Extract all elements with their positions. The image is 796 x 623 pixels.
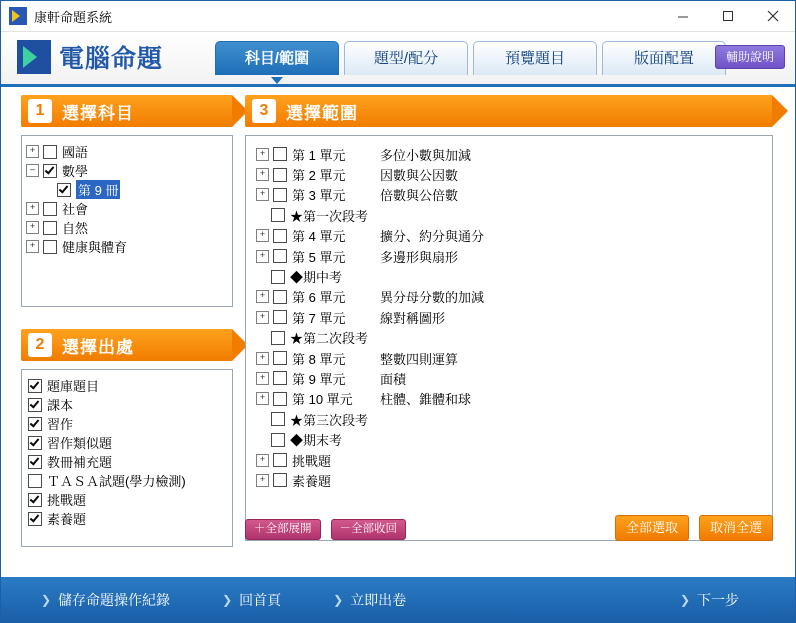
range-item-desc: 多位小數與加減 [380, 147, 472, 163]
range-item-name: ★第三次段考 [290, 412, 369, 428]
range-item-name: 第 2 單元 [292, 168, 346, 184]
maximize-icon[interactable] [705, 1, 750, 31]
range-item-name: ◆期中考 [290, 270, 343, 286]
tree-item-label: 自然 [62, 221, 89, 236]
checkbox[interactable] [273, 168, 287, 182]
checkbox[interactable] [28, 379, 42, 393]
tree-item-label: 第 9 冊 [76, 180, 120, 199]
range-item[interactable] [256, 409, 766, 429]
footer-bar [1, 577, 795, 622]
range-tree[interactable] [245, 135, 773, 541]
range-item[interactable] [256, 450, 766, 470]
range-item-name: 第 5 單元 [292, 249, 346, 265]
expander-icon[interactable]: + [26, 202, 39, 215]
range-item-name: 第 3 單元 [292, 188, 346, 204]
source-item-label: 教冊補充題 [47, 455, 113, 470]
main-body [1, 87, 795, 579]
expander-icon[interactable]: + [256, 352, 269, 365]
home-label: 回首頁 [239, 591, 282, 608]
chevron-right-icon: ❯ [333, 592, 344, 607]
source-panel-header [21, 329, 233, 361]
checkbox[interactable] [271, 412, 285, 426]
tab-layout[interactable]: 版面配置 [602, 41, 726, 75]
range-item-name: ★第一次段考 [290, 208, 369, 224]
checkbox[interactable] [43, 240, 57, 254]
tree-control-buttons [245, 519, 406, 540]
make-paper-button[interactable] [333, 590, 406, 610]
expander-icon[interactable]: – [26, 164, 39, 177]
checkbox[interactable] [271, 433, 285, 447]
expander-icon[interactable]: + [26, 145, 39, 158]
tree-item-math[interactable] [26, 161, 228, 180]
expander-icon[interactable]: + [26, 221, 39, 234]
source-item-tasa[interactable] [28, 471, 226, 490]
expand-all-button[interactable]: ＋全部展開 [245, 519, 321, 540]
tree-item-label: 社會 [62, 202, 89, 217]
tree-item-book9[interactable] [26, 180, 228, 199]
range-item[interactable] [256, 348, 766, 368]
range-item-desc: 線對稱圖形 [380, 310, 446, 326]
subject-panel-header [21, 95, 233, 127]
checkbox[interactable] [43, 145, 57, 159]
range-item-name: 第 9 單元 [292, 371, 346, 387]
checkbox[interactable] [273, 473, 287, 487]
right-column [245, 95, 773, 541]
checkbox[interactable] [273, 392, 287, 406]
expander-icon [256, 414, 267, 425]
step-number-1: 1 [28, 99, 52, 123]
close-icon[interactable] [750, 1, 795, 31]
checkbox[interactable] [273, 453, 287, 467]
checkbox[interactable] [28, 474, 42, 488]
checkbox[interactable] [273, 147, 287, 161]
collapse-all-button[interactable]: －全部收回 [331, 519, 407, 540]
app-header [1, 32, 795, 87]
range-item[interactable] [256, 287, 766, 307]
checkbox[interactable] [28, 493, 42, 507]
select-all-button[interactable]: 全部選取 [615, 515, 689, 541]
expander-icon [42, 184, 53, 195]
step-number-2: 2 [28, 333, 52, 357]
subject-tree[interactable] [21, 135, 233, 307]
range-item-name: 挑戰題 [292, 453, 332, 469]
source-item-label: 挑戰題 [47, 493, 87, 508]
range-panel-title: 選擇範圍 [286, 103, 358, 123]
range-item[interactable] [256, 226, 766, 246]
tree-item-label: 健康與體育 [62, 240, 128, 255]
minimize-icon[interactable] [660, 1, 705, 31]
range-item-desc: 面積 [380, 371, 407, 387]
source-item-label: 素養題 [47, 512, 87, 527]
source-item-teacher-supplement[interactable] [28, 452, 226, 471]
range-item-desc: 多邊形與扇形 [380, 249, 459, 265]
range-item-name: 第 1 單元 [292, 147, 346, 163]
checkbox[interactable] [271, 331, 285, 345]
checkbox[interactable] [273, 249, 287, 263]
range-item-name: ◆期末考 [290, 433, 343, 449]
checkbox[interactable] [273, 229, 287, 243]
tree-item-label: 國語 [62, 145, 89, 160]
range-item-name: 第 6 單元 [292, 290, 346, 306]
range-item[interactable] [256, 368, 766, 388]
source-item-challenge[interactable] [28, 490, 226, 509]
expander-icon[interactable]: + [256, 250, 269, 263]
expander-icon[interactable]: + [256, 372, 269, 385]
next-step-button[interactable] [680, 590, 739, 610]
range-item-name: 第 4 單元 [292, 229, 346, 245]
save-log-label: 儲存命題操作紀錄 [58, 591, 171, 608]
checkbox[interactable] [43, 221, 57, 235]
checkbox[interactable] [28, 455, 42, 469]
source-item-label: ＴＡＳＡ試題(學力檢測) [47, 474, 186, 489]
source-item-workbook-similar[interactable] [28, 433, 226, 452]
title-bar [1, 1, 795, 32]
expander-icon[interactable]: + [256, 454, 269, 467]
range-item[interactable] [256, 470, 766, 490]
source-item-label: 習作類似題 [47, 436, 113, 451]
tree-item-health-pe[interactable] [26, 237, 228, 256]
checkbox[interactable] [28, 398, 42, 412]
left-column [21, 95, 233, 547]
range-item[interactable] [256, 389, 766, 409]
range-item-desc: 柱體、錐體和球 [380, 392, 472, 408]
selection-buttons [615, 515, 773, 541]
source-item-label: 習作 [47, 417, 74, 432]
range-item-desc: 整數四則運算 [380, 351, 459, 367]
range-item[interactable] [256, 144, 766, 164]
checkbox[interactable] [28, 512, 42, 526]
expander-icon[interactable]: + [256, 188, 269, 201]
chevron-right-icon: ❯ [679, 592, 690, 607]
checkbox[interactable] [273, 310, 287, 324]
main-tabs [215, 41, 726, 75]
source-section [21, 329, 233, 547]
checkbox[interactable] [273, 351, 287, 365]
range-panel-header [245, 95, 773, 127]
source-item-literacy[interactable] [28, 509, 226, 528]
expander-icon [256, 332, 267, 343]
checkbox[interactable] [28, 417, 42, 431]
range-item[interactable] [256, 185, 766, 205]
tree-item-label: 數學 [62, 164, 89, 179]
range-item-name: 第 8 單元 [292, 351, 346, 367]
checkbox[interactable] [57, 183, 71, 197]
logo-text: 電腦命題 [59, 45, 164, 73]
range-item[interactable] [256, 205, 766, 225]
make-paper-label: 立即出卷 [350, 591, 407, 608]
expander-icon[interactable]: + [256, 148, 269, 161]
tree-item-science[interactable] [26, 218, 228, 237]
checkbox[interactable] [273, 290, 287, 304]
range-item[interactable] [256, 429, 766, 449]
expander-icon[interactable]: + [256, 474, 269, 487]
range-item[interactable] [256, 164, 766, 184]
app-icon [9, 7, 27, 25]
source-item-label: 題庫題目 [47, 379, 100, 394]
source-item-textbook[interactable] [28, 395, 226, 414]
range-item-desc: 擴分、約分與通分 [380, 229, 485, 245]
checkbox[interactable] [271, 270, 285, 284]
tab-question-type[interactable]: 題型/配分 [344, 41, 468, 75]
chevron-right-icon: ❯ [222, 592, 233, 607]
range-item[interactable] [256, 307, 766, 327]
checkbox[interactable] [43, 164, 57, 178]
range-item[interactable] [256, 266, 766, 286]
source-item-workbook[interactable] [28, 414, 226, 433]
tree-item-chinese[interactable] [26, 142, 228, 161]
checkbox[interactable] [28, 436, 42, 450]
range-item-desc: 因數與公因數 [380, 168, 459, 184]
range-item[interactable] [256, 246, 766, 266]
source-item-question-bank[interactable] [28, 376, 226, 395]
checkbox[interactable] [271, 208, 285, 222]
expander-icon[interactable]: + [26, 240, 39, 253]
range-item[interactable] [256, 328, 766, 348]
range-item-name: 第 10 單元 [292, 392, 353, 408]
range-item-name: 第 7 單元 [292, 310, 346, 326]
step-number-3: 3 [252, 99, 276, 123]
tree-item-social[interactable] [26, 199, 228, 218]
expander-icon[interactable]: + [256, 229, 269, 242]
expander-icon[interactable]: + [256, 392, 269, 405]
expander-icon [256, 271, 267, 282]
brand-logo [17, 39, 163, 75]
expander-icon [256, 434, 267, 445]
checkbox[interactable] [273, 188, 287, 202]
expander-icon[interactable]: + [256, 311, 269, 324]
source-item-label: 課本 [47, 398, 74, 413]
deselect-all-button[interactable]: 取消全選 [699, 515, 773, 541]
tab-preview[interactable]: 預覽題目 [473, 41, 597, 75]
range-item-desc: 異分母分數的加減 [380, 290, 485, 306]
checkbox[interactable] [273, 371, 287, 385]
range-item-name: 素養題 [292, 473, 332, 489]
window-controls [660, 1, 795, 31]
chevron-right-icon: ❯ [41, 592, 52, 607]
expander-icon[interactable]: + [256, 168, 269, 181]
range-item-name: ★第二次段考 [290, 331, 369, 347]
expander-icon [256, 210, 267, 221]
save-log-button[interactable] [41, 590, 170, 610]
logo-icon [17, 40, 51, 74]
tab-subject-range[interactable]: 科目/範圍 [215, 41, 339, 75]
home-button[interactable] [222, 590, 281, 610]
source-panel-title: 選擇出處 [62, 337, 134, 357]
source-list[interactable] [21, 369, 233, 547]
next-step-label: 下一步 [697, 591, 739, 608]
help-button[interactable]: 輔助說明 [715, 45, 785, 69]
window-title: 康軒命題系統 [34, 9, 113, 25]
range-item-desc: 倍數與公倍數 [380, 188, 459, 204]
subject-panel-title: 選擇科目 [62, 103, 134, 123]
checkbox[interactable] [43, 202, 57, 216]
expander-icon[interactable]: + [256, 290, 269, 303]
